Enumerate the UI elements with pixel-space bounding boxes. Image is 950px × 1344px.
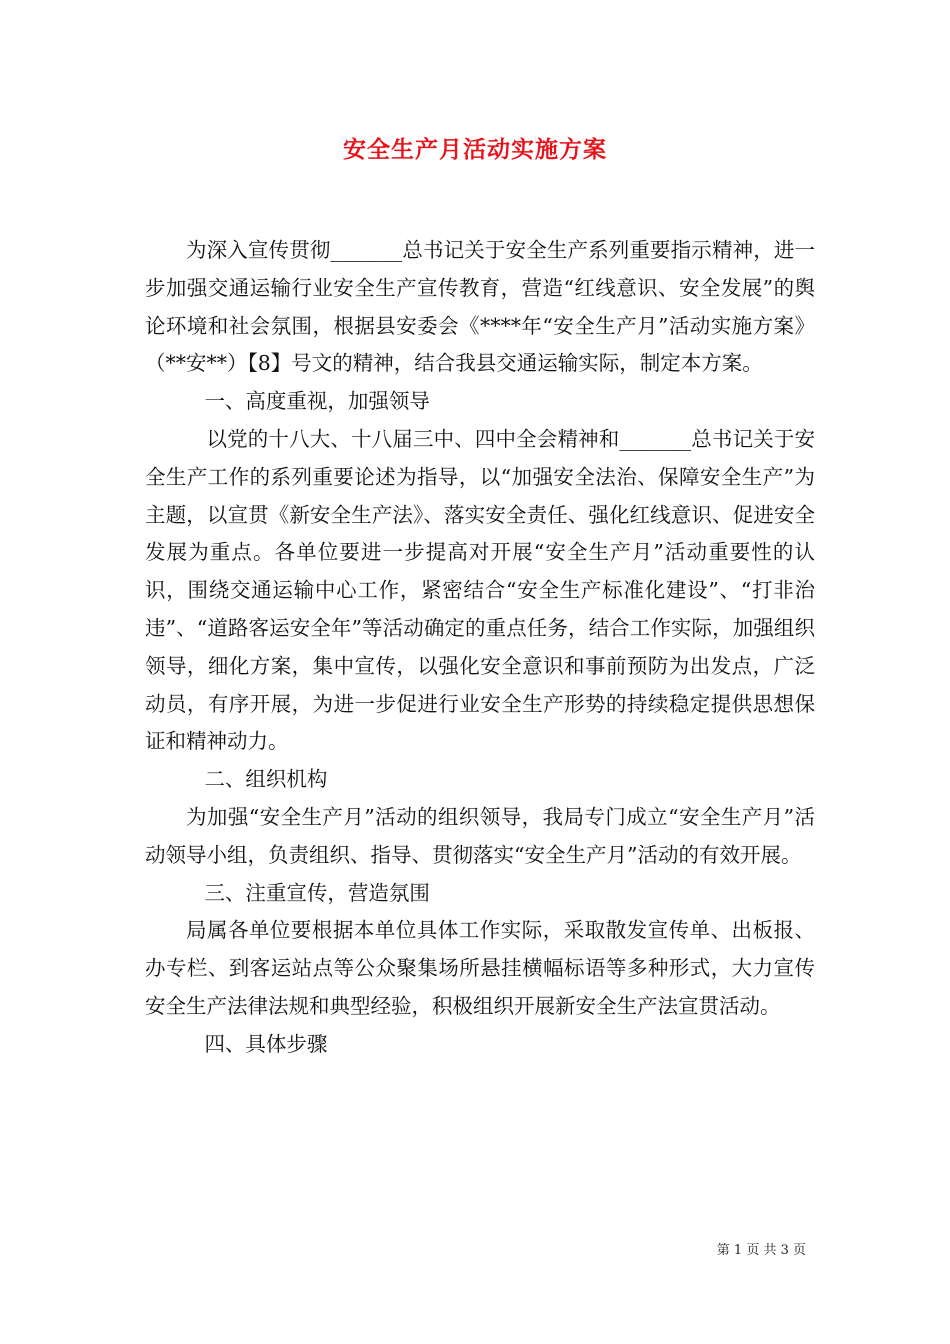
- document-title: 安全生产月活动实施方案: [343, 136, 607, 163]
- paragraph-intro: 为深入宣传贯彻_______总书记关于安全生产系列重要指示精神，进一步加强交通运输行业安全生产宣传教育，营造“红线意识、安全发展”的舆论环境和社会氛围，根据县安委会《****年“安全生产月”活动实施方案》（**安**）【8】号文的精神，结合我县交通运输实际，制定本方案。: [145, 238, 815, 376]
- paragraph-section-2: 为加强“安全生产月”活动的组织领导，我局专门成立“安全生产月”活动领导小组，负责组织、指导、贯彻落实“安全生产月”活动的有效开展。: [145, 804, 815, 867]
- paragraph-section-1: 以党的十八大、十八届三中、四中全会精神和_______总书记关于安全生产工作的系列重要论述为指导，以“加强安全法治、保障安全生产”为主题，以宣贯《新安全生产法》、落实安全责任、强化红线意识、促进安全发展为重点。各单位要进一步提高对开展“安全生产月”活动重要性的认识，围绕交通运输中心工作，紧密结合“安全生产标准化建设”、“打非治违”、“道路客运安全年”等活动确定的重点任务，结合工作实际，加强组织领导，细化方案，集中宣传，以强化安全意识和事前预防为出发点，广泛动员，有序开展，为进一步促进行业安全生产形势的持续稳定提供思想保证和精神动力。: [145, 426, 815, 754]
- section-heading-1: 一、高度重视，加强领导: [204, 389, 430, 414]
- page-number-footer: 第 1 页 共 3 页: [716, 1243, 806, 1258]
- document-body: [145, 232, 815, 1064]
- paragraph-section-3: 局属各单位要根据本单位具体工作实际，采取散发宣传单、出板报、办专栏、到客运站点等公众聚集场所悬挂横幅标语等多种形式，大力宣传安全生产法律法规和典型经验，积极组织开展新安全生产法宣贯活动。: [145, 918, 815, 1018]
- section-heading-4: 四、具体步骤: [204, 1031, 328, 1056]
- section-heading-3: 三、注重宣传，营造氛围: [204, 880, 430, 905]
- section-heading-2: 二、组织机构: [204, 767, 328, 792]
